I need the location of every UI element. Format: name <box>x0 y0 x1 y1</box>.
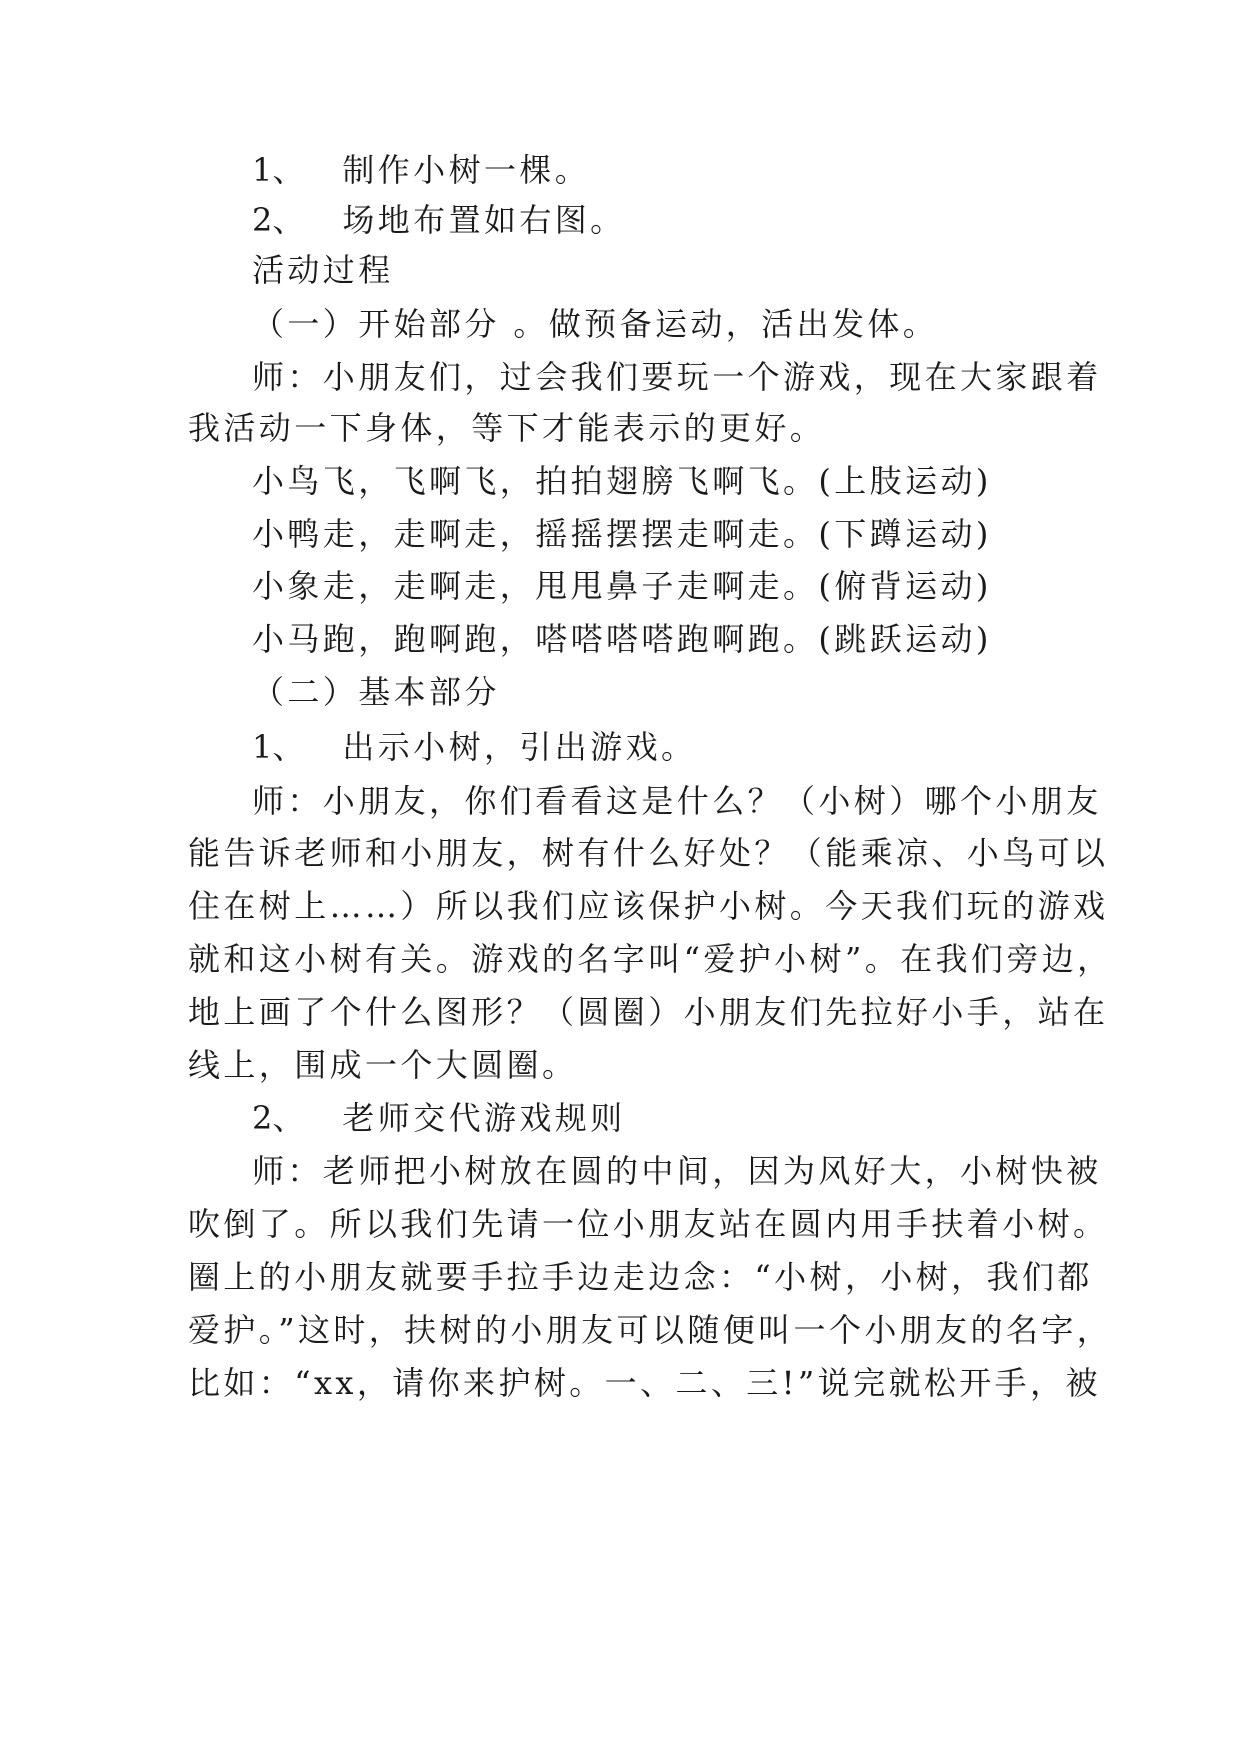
line-text: 老师交代游戏规则 <box>342 1099 626 1137</box>
paragraph-line: 地上画了个什么图形？（圆圈）小朋友们先拉好小手，站在 <box>188 993 1109 1031</box>
paragraph-line: 我活动一下身体，等下才能表示的更好。 <box>188 409 826 447</box>
line-text: 制作小树一棵。 <box>342 151 591 189</box>
paragraph-line: 爱护。”这时，扶树的小朋友可以随便叫一个小朋友的名字， <box>188 1311 1113 1349</box>
list-number: 1、 <box>252 728 305 766</box>
list-item <box>252 727 696 767</box>
list-item <box>252 150 590 190</box>
paragraph-line: 师：老师把小树放在圆的中间，因为风好大，小树快被 <box>252 1152 1102 1190</box>
section-heading: （一）开始部分 。做预备运动，活出发体。 <box>252 305 939 343</box>
paragraph-line: 圈上的小朋友就要手拉手边走边念：“小树，小树，我们都 <box>188 1258 1093 1296</box>
list-item <box>252 1098 626 1138</box>
paragraph-line: 师：小朋友们，过会我们要玩一个游戏，现在大家跟着 <box>252 358 1102 396</box>
paragraph-line: 吹倒了。所以我们先请一位小朋友站在圆内用手扶着小树。 <box>188 1205 1109 1243</box>
paragraph-line: 小象走，走啊走，甩甩鼻子走啊走。(俯背运动) <box>252 567 992 605</box>
paragraph-line: 比如：“xx，请你来护树。一、二、三!”说完就松开手，被 <box>188 1364 1101 1402</box>
section-heading: （二）基本部分 <box>252 673 500 711</box>
paragraph-line: 就和这小树有关。游戏的名字叫“爱护小树”。在我们旁边， <box>188 940 1113 978</box>
paragraph-line: 小鸟飞，飞啊飞，拍拍翅膀飞啊飞。(上肢运动) <box>252 462 992 500</box>
section-heading: 活动过程 <box>252 251 394 289</box>
paragraph-line: 小马跑，跑啊跑，嗒嗒嗒嗒跑啊跑。(跳跃运动) <box>252 620 992 658</box>
list-item <box>252 200 626 240</box>
list-number: 2、 <box>252 1099 305 1137</box>
paragraph-line: 线上，围成一个大圆圈。 <box>188 1046 578 1084</box>
line-text: 出示小树，引出游戏。 <box>342 728 697 766</box>
paragraph-line: 住在树上……）所以我们应该保护小树。今天我们玩的游戏 <box>188 887 1109 925</box>
list-number: 2、 <box>252 201 305 239</box>
paragraph-line: 能告诉老师和小朋友，树有什么好处？（能乘凉、小鸟可以 <box>188 834 1109 872</box>
paragraph-line: 小鸭走，走啊走，摇摇摆摆走啊走。(下蹲运动) <box>252 515 992 553</box>
list-number: 1、 <box>252 151 305 189</box>
line-text: 场地布置如右图。 <box>342 201 626 239</box>
paragraph-line: 师：小朋友，你们看看这是什么？（小树）哪个小朋友 <box>252 782 1102 820</box>
